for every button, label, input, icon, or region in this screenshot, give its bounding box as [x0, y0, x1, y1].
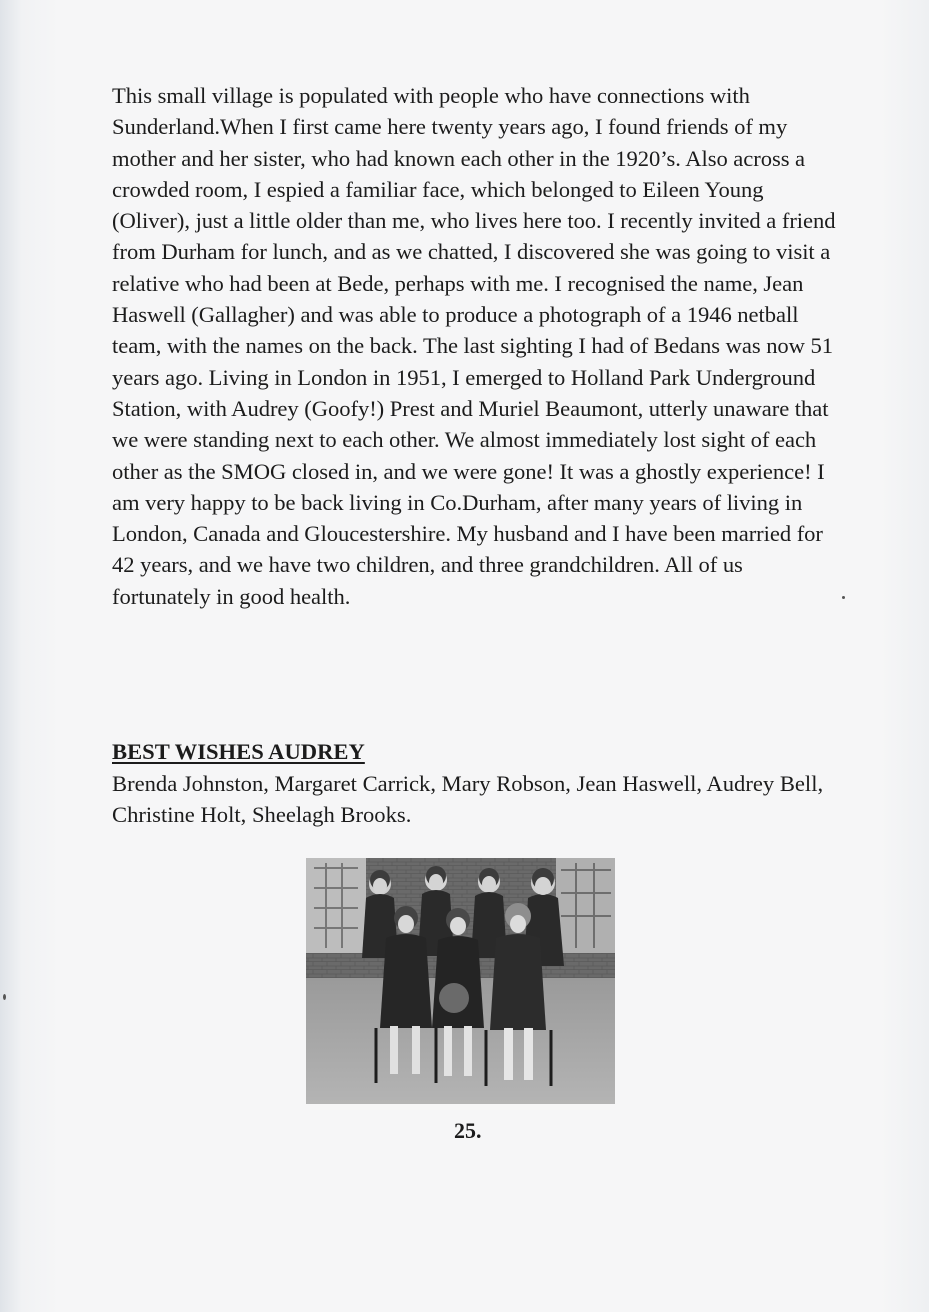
photo-illustration [306, 858, 615, 1104]
body-paragraph: This small village is populated with people who have connections with Sunderland.When I first came here twenty years ago, I found friends of my mother and her sister, who had known each other in the 1920’s. Also across a crowded room, I espied a familiar face, which belonged to Eileen Young (Oliver), just a little older than me, who lives here too. I recently invited a friend from Durham for lunch, and as we chatted, I discovered she was going to visit a relative who had been at Bede, perhaps with me. I recognised the name, Jean Haswell (Gallagher) and was able to produce a photograph of a 1946 netball team, with the names on the back. The last sighting I had of Bedans was now 51 years ago. Living in London in 1951, I emerged to Holland Park Underground Station, with Audrey (Goofy!) Prest and Muriel Beaumont, utterly unaware that we were standing next to each other. We almost immediately lost sight of each other as the SMOG closed in, and we were gone! It was a ghostly experience! I am very happy to be back living in Co.Durham, after many years of living in London, Canada and Gloucestershire. My husband and I have been married for 42 years, and we have two children, and three grandchildren. All of us fortunately in good health. [112, 83, 836, 609]
scan-speck [842, 596, 845, 599]
team-names: Brenda Johnston, Margaret Carrick, Mary Robson, Jean Haswell, Audrey Bell, Christine Holt, Sheelagh Brooks. [112, 771, 824, 828]
page-number: 25. [454, 1118, 482, 1143]
netball-team-photo [306, 858, 615, 1104]
scan-speck [3, 994, 6, 1000]
body-text-block [112, 80, 842, 612]
best-wishes-heading: BEST WISHES AUDREY [112, 739, 365, 764]
